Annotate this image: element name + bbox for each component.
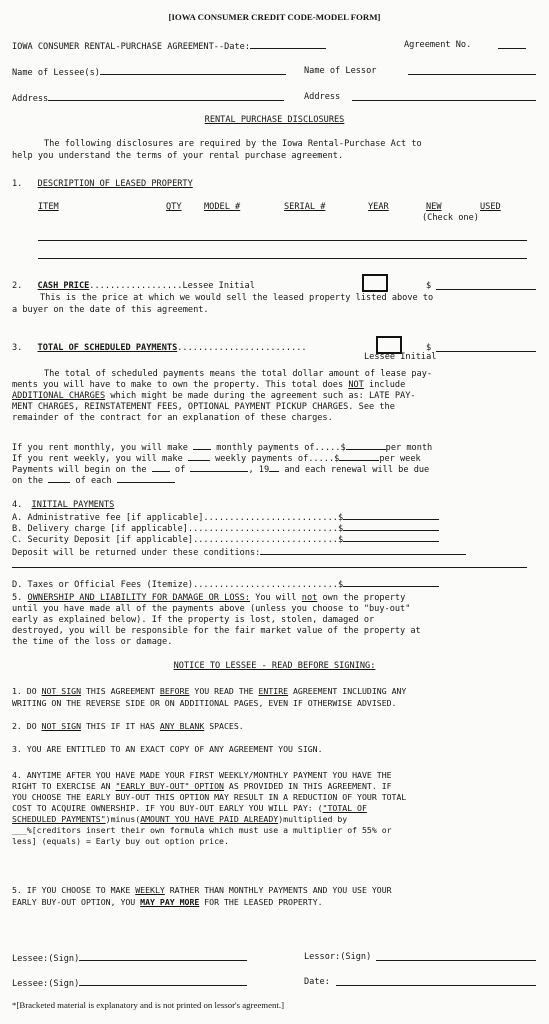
deposit-conditions-row: [12, 546, 535, 559]
notice-2-not-sign: NOT SIGN: [41, 721, 82, 731]
section3-p3: [12, 391, 535, 402]
section3-p4: MENT CHARGES, REINSTATEMENT FEES, OPTIONAL PAYMENT PICKUP CHARGES. See the: [12, 402, 395, 412]
admin-fee-label: A. Administrative fee [if applicable]..........................$: [12, 513, 344, 523]
col-qty: QTY: [166, 202, 182, 212]
notice-4-amount-paid: AMOUNT YOU HAVE PAID ALREADY: [140, 814, 279, 824]
monthly-payments-label: monthly payments of.....$: [216, 443, 346, 453]
deposit-conditions-label: Deposit will be returned under these conditions:: [12, 548, 261, 558]
notice-5-weekly: WEEKLY: [135, 885, 165, 895]
of-each-label: of each: [75, 476, 112, 486]
check-one-note: (Check one): [422, 213, 479, 223]
notice-1-line-1: [12, 686, 535, 697]
lessee-sign-label: Lessee:(Sign): [12, 954, 80, 964]
weekly-label: If you rent weekly, you will make: [12, 454, 183, 464]
renewal-label: and each renewal will be due: [284, 465, 430, 475]
date-field[interactable]: [250, 40, 326, 49]
section3-p5: remainder of the contract for an explanation of these charges.: [12, 413, 333, 423]
deposit-label: C. Security Deposit [if applicable]............................$: [12, 535, 344, 545]
monthly-count-field[interactable]: [193, 441, 211, 450]
lessor-sign-field[interactable]: [376, 952, 536, 961]
notice-5-line-2: [12, 897, 535, 908]
section5-line-5: the time of the loss or damage.: [12, 637, 173, 647]
col-used: USED: [480, 202, 501, 212]
cash-price-initial-box[interactable]: [362, 274, 388, 292]
lessee-name-label: Name of Lessee(s): [12, 68, 100, 78]
of-label: of: [174, 465, 186, 475]
signature-row-1: [12, 952, 535, 965]
form-title: [IOWA CONSUMER CREDIT CODE-MODEL FORM]: [168, 12, 381, 22]
taxes-label: D. Taxes or Official Fees (Itemize)............................$: [12, 580, 344, 590]
delivery-label: B. Delivery charge [if applicable].............................$: [12, 524, 344, 534]
monthly-label: If you rent monthly, you will make: [12, 443, 188, 453]
notice-4-line-3: YOU CHOOSE THE EARLY BUY-OUT THIS OPTION MAY RESULT IN A REDUCTION OF YOUR TOTAL: [12, 792, 407, 802]
agreement-title: IOWA CONSUMER RENTAL-PURCHASE AGREEMENT--Date:: [12, 42, 250, 52]
section2-initial-label: Lessee Initial: [182, 281, 255, 291]
notice-2-e: SPACES.: [204, 721, 244, 731]
section1-heading: [12, 179, 535, 190]
section1-number: 1.: [12, 179, 23, 189]
intro-line-1: The following disclosures are required by the Iowa Rental-Purchase Act to: [44, 139, 422, 149]
begin-month-field[interactable]: [190, 463, 248, 472]
notice-1-a: 1. DO: [12, 686, 42, 696]
section3-p2-text: ments you will have to make to own the property. This total does: [12, 380, 344, 390]
lessor-sign-label: Lessor:(Sign): [304, 952, 372, 962]
notice-5-line-1: [12, 885, 535, 896]
col-new: NEW: [426, 202, 442, 212]
notice-4-b1: RIGHT TO EXERCISE AN: [12, 781, 116, 791]
section2-number: 2.: [12, 281, 23, 291]
col-item: ITEM: [38, 202, 59, 212]
notice-2-c: THIS IF IT HAS: [81, 721, 160, 731]
section5-not: not: [301, 593, 318, 603]
section3-p2: [12, 380, 535, 391]
renewal-period-field[interactable]: [117, 474, 175, 483]
taxes-row: [12, 578, 535, 591]
section2-dollar: $: [426, 281, 432, 291]
admin-fee-field[interactable]: [343, 511, 439, 520]
section5-title: OWNERSHIP AND LIABILITY FOR DAMAGE OR LOSS:: [27, 593, 251, 603]
notice-4-line-4: [12, 803, 535, 814]
renewal-day-field[interactable]: [48, 474, 70, 483]
notice-4-b3: AS PROVIDED IN THIS AGREEMENT. IF: [223, 781, 392, 791]
property-line-1[interactable]: [38, 240, 527, 241]
section3-not: NOT: [348, 380, 364, 390]
lessor-name-field[interactable]: [408, 66, 536, 75]
multiplier-field[interactable]: ___: [12, 825, 27, 835]
section4-title: INITIAL PAYMENTS: [31, 500, 115, 510]
notice-4-scheduled: SCHEDULED PAYMENTS": [12, 814, 106, 824]
begin-label: Payments will begin on the: [12, 465, 147, 475]
weekly-amount-field[interactable]: [339, 452, 379, 461]
notice-4-early-buyout: "EARLY BUY-OUT" OPTION: [115, 781, 224, 791]
signature-row-2: [12, 977, 535, 990]
notice-4-line-1: 4. ANYTIME AFTER YOU HAVE MADE YOUR FIRST WEEKLY/MONTHLY PAYMENT YOU HAVE THE: [12, 770, 392, 780]
section3-number: 3.: [12, 343, 23, 353]
total-payments-field[interactable]: [436, 343, 536, 352]
taxes-field[interactable]: [343, 578, 439, 587]
notice-5-may-pay-more: MAY PAY MORE: [140, 897, 200, 907]
section3-p1: The total of scheduled payments means the total dollar amount of lease pay-: [44, 369, 433, 379]
lessee-name-field[interactable]: [100, 66, 286, 75]
notice-2-a: 2. DO: [12, 721, 42, 731]
footnote: *[Bracketed material is explanatory and is not printed on lessor's agreement.]: [12, 1000, 284, 1010]
lessor-name-label: Name of Lessor: [304, 66, 377, 76]
on-the-label: on the: [12, 476, 44, 486]
cash-price-field[interactable]: [436, 281, 536, 290]
section4-heading: [12, 500, 535, 511]
lessee2-sign-field[interactable]: [79, 977, 247, 986]
section5-text-a: You will: [250, 593, 302, 603]
sign-date-field[interactable]: [336, 977, 536, 986]
intro-line-2: help you understand the terms of your rental purchase agreement.: [12, 151, 344, 161]
deposit-row: [12, 533, 535, 546]
notice-1-not-sign: NOT SIGN: [41, 686, 82, 696]
section3-p3-text: which might be made during the agreement such as: LATE PAY-: [105, 391, 416, 401]
section2-desc-1: This is the price at which we would sell the leased property listed above to: [40, 293, 434, 303]
section5-number: 5.: [12, 593, 23, 603]
per-month-label: per month: [385, 443, 433, 453]
section3-row: 3. TOTAL OF SCHEDULED PAYMENTS......................... $: [12, 343, 535, 354]
notice-4-multiplied: )multiplied by: [278, 814, 348, 824]
notice-4-line-7: less] (equals) = Early buy out option price.: [12, 836, 229, 846]
col-model: MODEL #: [204, 202, 241, 212]
section3-title: TOTAL OF SCHEDULED PAYMENTS: [37, 343, 178, 353]
notice-5-f: FOR THE LEASED PROPERTY.: [199, 897, 323, 907]
notice-1-c: THIS AGREEMENT: [81, 686, 160, 696]
section3-p2-end: include: [369, 380, 406, 390]
section2-row: 2. CASH PRICE..................Lessee Initial $: [12, 281, 535, 292]
notice-1-entire: ENTIRE: [258, 686, 289, 696]
notice-2-any-blank: ANY BLANK: [159, 721, 205, 731]
agreement-date-row: [12, 40, 535, 53]
section3-initial-label: Lessee Initial: [364, 352, 437, 362]
section2-desc-2: a buyer on the date of this agreement.: [12, 305, 209, 315]
section5-line-1: [12, 593, 535, 604]
notice-4-line-6: [12, 825, 535, 836]
sign-date-label: Date:: [304, 977, 330, 987]
deposit-conditions-field[interactable]: [260, 546, 466, 555]
notice-4-minus: )minus(: [105, 814, 141, 824]
disclosures-heading: RENTAL PURCHASE DISCLOSURES: [204, 115, 345, 125]
per-week-label: per week: [379, 454, 421, 464]
notice-4-formula: %[creditors insert their own formula which must use a multiplier of 55% or: [26, 825, 392, 835]
weekly-payments-label: weekly payments of.....$: [215, 454, 340, 464]
monthly-amount-field[interactable]: [346, 441, 386, 450]
notice-4-line-5: [12, 814, 535, 825]
agreement-no-label: Agreement No.: [404, 40, 472, 50]
delivery-field[interactable]: [343, 522, 439, 531]
section5-line-2: until you have made all of the payments above (unless you choose to "buy-out": [12, 604, 411, 614]
notice-4-d: COST TO ACQUIRE OWNERSHIP. IF YOU BUY-OUT EARLY YOU WILL PAY: (: [12, 803, 323, 813]
notice-4-total-of: "TOTAL OF: [322, 803, 367, 813]
lessor-address-field[interactable]: [352, 92, 536, 101]
notice-4-line-2: [12, 781, 535, 792]
notice-5-a: 5. IF YOU CHOOSE TO MAKE: [12, 885, 136, 895]
notice-5-d: EARLY BUY-OUT OPTION, YOU: [12, 897, 141, 907]
additional-charges: ADDITIONAL CHARGES: [12, 391, 106, 401]
agreement-no-field[interactable]: [498, 40, 526, 49]
section3-dollar: $: [426, 343, 432, 353]
notice-2: [12, 721, 535, 732]
address-row: [12, 92, 535, 105]
property-line-2[interactable]: [38, 258, 527, 259]
deposit-field[interactable]: [343, 533, 439, 542]
section2-title: CASH PRICE: [37, 281, 90, 291]
section5-line-3: early as explained below). If the property is lost, stolen, damaged or: [12, 615, 375, 625]
section5-text-b: own the property: [317, 593, 406, 603]
lessee2-sign-label: Lessee:(Sign): [12, 979, 80, 989]
lessee-address-field[interactable]: [48, 92, 284, 101]
begin-year-field[interactable]: [269, 463, 279, 472]
lessor-address-label: Address: [304, 92, 341, 102]
notice-5-c: RATHER THAN MONTHLY PAYMENTS AND YOU USE YOUR: [164, 885, 392, 895]
section1-title: DESCRIPTION OF LEASED PROPERTY: [37, 179, 193, 189]
col-year: YEAR: [368, 202, 389, 212]
section5-line-4: destroyed, you will be responsible for the fair market value of the property at: [12, 626, 421, 636]
notice-1-e: YOU READ THE: [189, 686, 259, 696]
notice-heading: NOTICE TO LESSEE - READ BEFORE SIGNING:: [173, 661, 376, 671]
each-row: [12, 474, 535, 487]
begin-day-field[interactable]: [152, 463, 170, 472]
year-prefix: , 19: [248, 465, 270, 475]
lessee-address-label: Address: [12, 94, 49, 104]
notice-1-line-2: WRITING ON THE REVERSE SIDE OR ON ADDITIONAL PAGES, EVEN IF OTHERWISE ADVISED.: [12, 698, 397, 708]
section4-number: 4.: [12, 500, 23, 510]
notice-1-before: BEFORE: [159, 686, 190, 696]
notice-3: 3. YOU ARE ENTITLED TO AN EXACT COPY OF ANY AGREEMENT YOU SIGN.: [12, 744, 323, 754]
lessee-sign-field[interactable]: [79, 952, 247, 961]
notice-1-g: AGREEMENT INCLUDING ANY: [288, 686, 407, 696]
weekly-count-field[interactable]: [188, 452, 210, 461]
deposit-conditions-line[interactable]: [12, 567, 527, 568]
col-serial: SERIAL #: [284, 202, 326, 212]
names-row: [12, 66, 535, 79]
